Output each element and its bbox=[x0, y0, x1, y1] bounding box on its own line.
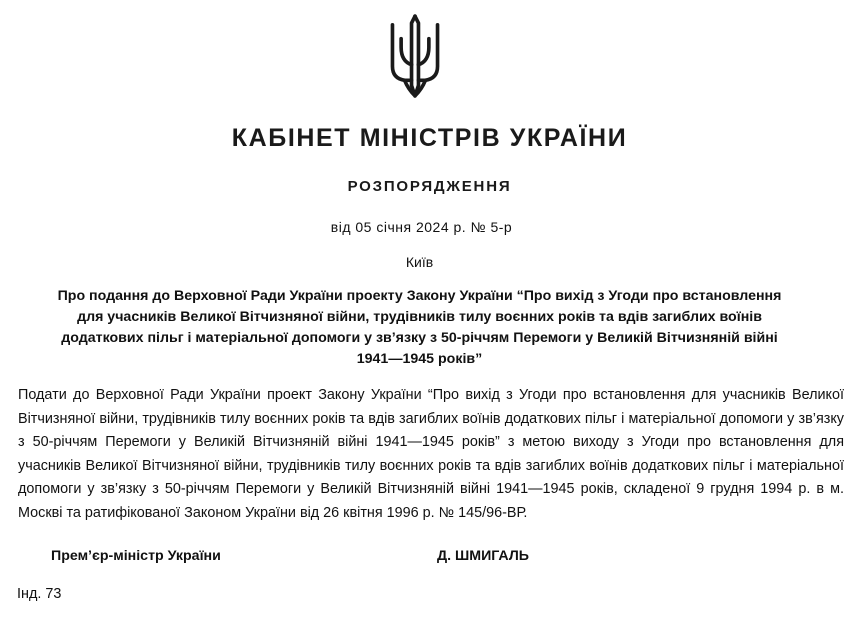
document-date-number: від 05 січня 2024 р. № 5-р bbox=[330, 219, 513, 235]
document-index: Інд. 73 bbox=[17, 586, 62, 602]
signer-name: Д. ШМИГАЛЬ bbox=[437, 548, 529, 564]
document-type: РОЗПОРЯДЖЕННЯ bbox=[347, 178, 512, 195]
document-city: Київ bbox=[405, 254, 434, 270]
signer-position: Прем’єр-міністр України bbox=[51, 548, 221, 564]
trident-emblem-icon bbox=[389, 10, 441, 102]
signature-block bbox=[0, 548, 859, 570]
document-body: Подати до Верховної Ради України проект Закону України “Про вихід з Угоди про встановлення для учасників Великої Вітчизняної війни, трудівників тилу воєнних років та вдів загиблих воїнів додаткових пільг і матеріальної допомоги у зв’язку з 50-річчям Перемоги у Великій Вітчизняній війні 1941—1945 років” з метою виходу з Угоди про встановлення для учасників Великої Вітчизняної війни, трудівників тилу воєнних років та вдів загиблих воїнів додаткових пільг і матеріальної допомоги у зв’язку з 50-річчям Перемоги у Великій Вітчизняній війні 1941—1945 років, складеної 9 грудня 1994 р. в м. Москві та ратифікованої Законом України від 26 квітня 1996 р. № 145/96-ВР. bbox=[18, 387, 844, 521]
authority-title: КАБІНЕТ МІНІСТРІВ УКРАЇНИ bbox=[231, 124, 628, 152]
document-subject: Про подання до Верховної Ради України проекту Закону України “Про вихід з Угоди про встановлення для учасників Великої Вітчизняної війни, трудівників тилу воєнних років та вдів загиблих воїнів додаткових пільг і матеріальної допомоги у зв’язку з 50-річчям Перемоги у Великій Вітчизняній війні 1941—1945 років” bbox=[57, 288, 782, 367]
